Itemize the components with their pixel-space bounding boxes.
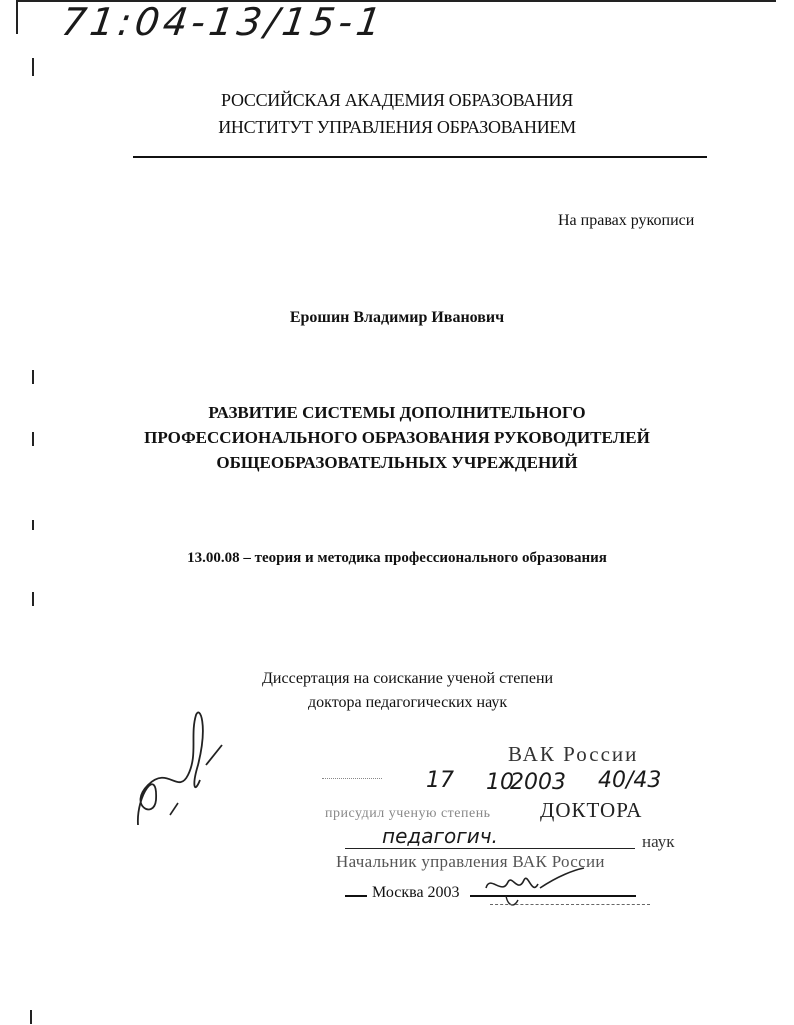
title-line-2: ПРОФЕССИОНАЛЬНОГО ОБРАЗОВАНИЯ РУКОВОДИТЕЛЕЙ (144, 428, 650, 447)
stamp-field-underline (345, 848, 635, 849)
author-name: Ерошин Владимир Иванович (289, 309, 505, 326)
stamp-date-day: 17 (426, 768, 454, 793)
frame-mark-5 (32, 592, 34, 606)
title-line-1: РАЗВИТИЕ СИСТЕМЫ ДОПОЛНИТЕЛЬНОГО (208, 403, 586, 422)
stamp-degree-word: ДОКТОРА (540, 798, 643, 822)
institution-name: РОССИЙСКАЯ АКАДЕМИЯ ОБРАЗОВАНИЯ (221, 90, 573, 110)
stamp-protocol-no: 40/43 (598, 768, 662, 793)
stamp-chief-line: Начальник управления ВАК России (336, 852, 605, 871)
frame-mark-2 (32, 370, 34, 384)
stamp-line-3-prefix: присудил ученую степень (325, 806, 491, 821)
stamp-date-year: 2003 (510, 770, 566, 795)
stamp-line-vak: ВАК России (508, 742, 639, 766)
stamp-field-suffix: наук (642, 832, 675, 851)
degree-line-2: доктора педагогических наук (308, 694, 508, 711)
institute-name: ИНСТИТУТ УПРАВЛЕНИЯ ОБРАЗОВАНИЕМ (218, 117, 576, 137)
specialty: 13.00.08 – теория и методика профессионального образования (187, 550, 607, 566)
city-year-dash (345, 895, 367, 897)
archive-code: 71:04-13/15-1 (58, 0, 388, 44)
city-year: Москва 2003 (372, 884, 460, 901)
manuscript-note: На правах рукописи (558, 212, 695, 229)
stamp-date-month: 10 (486, 770, 514, 795)
degree-line-1: Диссертация на соискание ученой степени (262, 670, 554, 687)
stamp-date-row (322, 768, 682, 798)
stamp-field-handwritten: педагогич. (382, 824, 498, 848)
stamp-date-prefix (322, 778, 382, 779)
frame-mark-4 (32, 520, 34, 530)
title-line-3: ОБЩЕОБРАЗОВАТЕЛЬНЫХ УЧРЕЖДЕНИЙ (216, 453, 578, 472)
frame-mark-6 (30, 1010, 32, 1024)
header-divider (133, 156, 707, 158)
frame-mark-1 (32, 58, 34, 76)
signature-scribble (118, 705, 238, 835)
frame-left-line (16, 0, 18, 34)
signature-dash-marks (490, 904, 650, 906)
